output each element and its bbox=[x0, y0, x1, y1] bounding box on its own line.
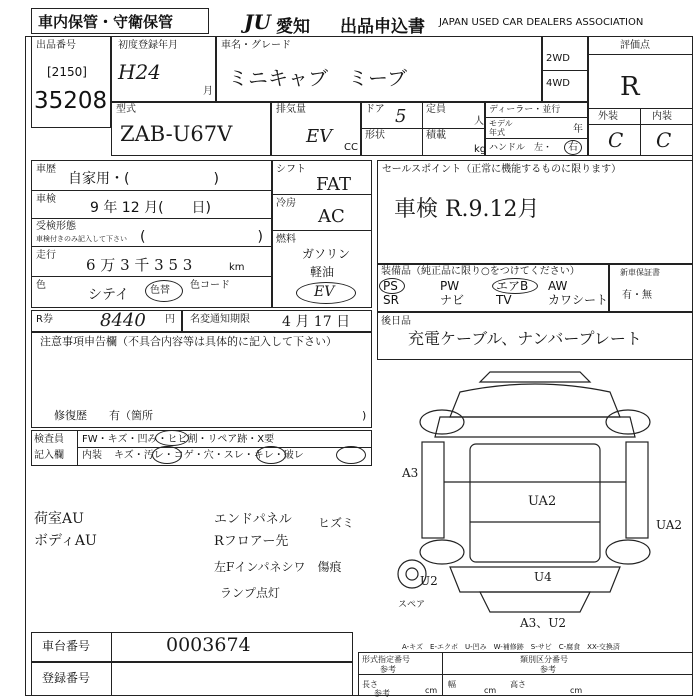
color-label: 色 bbox=[36, 280, 46, 291]
handle-label: ハンドル 左・ bbox=[489, 143, 553, 153]
receipt-value: ( ) bbox=[140, 229, 263, 245]
inspection-label: 車検 bbox=[36, 194, 56, 205]
model-year-label: モデル 年式 bbox=[489, 119, 513, 137]
kg-unit: kg bbox=[474, 144, 487, 155]
note-left2: ボディAU bbox=[34, 533, 97, 549]
reg-no-label: 登録番号 bbox=[42, 671, 91, 685]
model-label: 型式 bbox=[116, 104, 136, 115]
sales-point-value: 車検 R.9.12月 bbox=[394, 197, 540, 222]
width-label: 幅 bbox=[448, 680, 456, 689]
color-value: シテイ bbox=[88, 287, 130, 303]
color-change: 色替 bbox=[150, 285, 170, 296]
note-center1: エンドパネル bbox=[214, 512, 292, 527]
mark-ua2-center: UA2 bbox=[528, 494, 557, 509]
fuel-gas: ガソリン bbox=[302, 247, 351, 261]
r-ticket-label: R券 bbox=[36, 314, 53, 325]
inspector-ext-items: FW・キズ・凹み・ヒビ割・リペア跡・X要 bbox=[82, 434, 275, 445]
chassis-label: 車台番号 bbox=[42, 639, 91, 653]
mark-u2: U2 bbox=[420, 574, 438, 588]
receipt-label: 受検形態 bbox=[36, 221, 76, 232]
handle-value: 右 bbox=[568, 142, 578, 153]
ac-value: AC bbox=[318, 206, 345, 227]
reg-expire-label: 名変通知期限 bbox=[190, 314, 250, 325]
spare-label: スペア bbox=[398, 600, 426, 610]
int-label: 内装 bbox=[652, 111, 672, 122]
name-grade-value: ミニキャブ ミーブ bbox=[228, 66, 407, 90]
note-center4: ランプ点灯 bbox=[220, 586, 281, 600]
chassis-value: 0003674 bbox=[166, 634, 251, 656]
length-label: 長さ bbox=[362, 680, 378, 689]
hist-line1 bbox=[31, 190, 272, 191]
lot-sub: [2150] bbox=[47, 65, 87, 79]
hist-line2 bbox=[31, 218, 272, 219]
dealer-label: ディーラー・並行 bbox=[489, 105, 561, 115]
note-left1: 荷室AU bbox=[34, 511, 84, 527]
equipment-item: AW bbox=[548, 279, 568, 293]
first-reg-value: H24 bbox=[118, 60, 161, 84]
rating-value: R bbox=[620, 72, 640, 102]
repair-history: 修復歴 有（箇所 bbox=[54, 409, 153, 422]
displacement-value: EV bbox=[306, 126, 333, 147]
note-center3: 左Fインパネシワ 傷痕 bbox=[214, 560, 342, 574]
reg-expire-value: 4 月 17 日 bbox=[282, 314, 351, 330]
equipment-item: PW bbox=[440, 279, 460, 293]
first-reg-label: 初度登録年月 bbox=[118, 40, 178, 51]
inspector-int-label: 内装 bbox=[82, 450, 102, 461]
r-ticket-value: 8440 bbox=[100, 310, 146, 331]
hist-line4 bbox=[31, 276, 272, 277]
hist-line3 bbox=[31, 246, 272, 247]
inspector-div bbox=[77, 430, 78, 466]
mark-bottom: A3、U2 bbox=[520, 616, 567, 630]
rating-label: 評価点 bbox=[620, 40, 650, 51]
lot-number: 35208 bbox=[34, 88, 108, 114]
equipment-item: SR bbox=[383, 293, 399, 307]
name-grade-label: 車名・グレード bbox=[221, 40, 291, 51]
category-no-label: 類別区分番号 bbox=[520, 655, 568, 664]
history-value: 自家用・( ) bbox=[68, 171, 219, 187]
inspector-label: 検査員 bbox=[34, 434, 64, 445]
mark-u4: U4 bbox=[534, 570, 552, 584]
rating-divider bbox=[588, 54, 693, 55]
mark-tear-circle bbox=[336, 446, 366, 464]
damage-legend: A-キズ E-エクボ U-凹み W-補修跡 S-サビ C-腐食 XX-交換済 bbox=[402, 643, 620, 651]
model-value: ZAB-U67V bbox=[120, 122, 233, 146]
history-label: 車歴 bbox=[36, 164, 56, 175]
mark-scuff-circle bbox=[256, 446, 286, 464]
length-ref: 参考 bbox=[374, 689, 390, 698]
mileage-value: 6 万 3 千 3 5 3 bbox=[86, 256, 193, 274]
shift-label: シフト bbox=[276, 164, 306, 175]
form-title: 出品申込書 bbox=[340, 17, 425, 37]
fuel-label: 燃料 bbox=[276, 234, 296, 245]
mark-a3-left: A3 bbox=[402, 466, 419, 480]
equipment-circle bbox=[379, 278, 405, 294]
inspector-int-items: キズ・汚レ・コゲ・穴・スレ・キレ・破レ bbox=[114, 450, 304, 461]
ext-label: 外装 bbox=[598, 111, 618, 122]
shift-value: FAT bbox=[316, 174, 351, 195]
dealer-divider bbox=[485, 117, 588, 118]
ext-int-divider bbox=[640, 108, 641, 156]
form-no-label: 形式指定番号 bbox=[362, 655, 410, 664]
sales-point-label: セールスポイント（正常に機能するものに限ります） bbox=[382, 164, 622, 175]
fuel-value: EV bbox=[314, 284, 335, 300]
length-cm: cm bbox=[425, 686, 438, 695]
inspection-value: 9 年 12 月( 日) bbox=[90, 200, 211, 216]
doors-cap-divider bbox=[422, 102, 423, 156]
warranty-label: 新車保証書 bbox=[620, 268, 660, 277]
form-ref: 参考 bbox=[380, 665, 396, 674]
spec-mid bbox=[358, 674, 693, 675]
drive-2wd: 2WD bbox=[546, 53, 570, 64]
ac-label: 冷房 bbox=[276, 198, 296, 209]
equipment-item: ナビ bbox=[440, 293, 465, 307]
drive-box bbox=[542, 36, 588, 102]
fuel-light-oil: 軽油 bbox=[310, 265, 335, 279]
assoc-name: JAPAN USED CAR DEALERS ASSOCIATION bbox=[439, 17, 644, 28]
mileage-label: 走行 bbox=[36, 250, 56, 261]
shape-label: 形状 bbox=[365, 130, 385, 141]
yen-unit: 円 bbox=[165, 314, 175, 325]
warranty-value: 有・無 bbox=[622, 290, 652, 301]
ext-int-hline bbox=[588, 124, 693, 125]
doors-label: ドア bbox=[365, 104, 385, 115]
post-install-value: 充電ケーブル、ナンバープレート bbox=[408, 329, 642, 348]
color-code-label: 色コード bbox=[190, 280, 230, 291]
displacement-label: 排気量 bbox=[276, 104, 306, 115]
equipment-item: エアB bbox=[496, 279, 529, 293]
inspector-mid bbox=[77, 447, 372, 448]
lot-no-label: 出品番号 bbox=[36, 40, 76, 51]
km-unit: km bbox=[229, 262, 245, 273]
receipt-note: 車検付きのみ記入して下さい bbox=[36, 235, 127, 243]
equipment-label: 装備品（純正品に限り○をつけてください） bbox=[381, 266, 580, 277]
year-unit: 年 bbox=[573, 124, 583, 135]
drive-4wd: 4WD bbox=[546, 78, 570, 89]
equipment-item: PS bbox=[383, 279, 398, 293]
capacity-label: 定員 bbox=[426, 104, 446, 115]
note-center1b: ヒズミ bbox=[318, 516, 355, 530]
cc-unit: CC bbox=[344, 142, 358, 153]
caution-label: 注意事項申告欄（不具合内容等は具体的に記入して下さい） bbox=[40, 335, 337, 348]
height-cm: cm bbox=[570, 686, 583, 695]
doors-shape-divider bbox=[361, 128, 485, 129]
shift-line2 bbox=[272, 230, 372, 231]
mark-dirt-circle bbox=[152, 446, 182, 464]
loading-label: 積載 bbox=[426, 130, 446, 141]
drive-divider bbox=[542, 70, 588, 71]
repair-close: ) bbox=[362, 409, 367, 422]
doors-value: 5 bbox=[395, 106, 407, 127]
ext-value: C bbox=[608, 128, 624, 152]
person-unit: 人 bbox=[474, 116, 484, 127]
note-center2: Rフロアー先 bbox=[214, 534, 289, 549]
height-label: 高さ bbox=[510, 680, 526, 689]
width-cm: cm bbox=[484, 686, 497, 695]
ju-logo: JU bbox=[244, 10, 271, 34]
mark-ua2-right: UA2 bbox=[656, 518, 683, 532]
entry-label: 記入欄 bbox=[34, 450, 64, 461]
storage-label: 車内保管・守衛保管 bbox=[38, 13, 174, 31]
month-unit: 月 bbox=[203, 86, 213, 97]
category-ref: 参考 bbox=[540, 665, 556, 674]
equipment-item: カワシート bbox=[548, 293, 609, 307]
post-install-label: 後日品 bbox=[381, 316, 411, 327]
equipment-item: TV bbox=[496, 293, 512, 307]
int-value: C bbox=[656, 128, 672, 152]
org-name: 愛知 bbox=[276, 17, 310, 37]
handle-divider bbox=[485, 138, 588, 139]
mark-dent-circle bbox=[155, 430, 189, 446]
equipment-circle bbox=[492, 278, 538, 294]
